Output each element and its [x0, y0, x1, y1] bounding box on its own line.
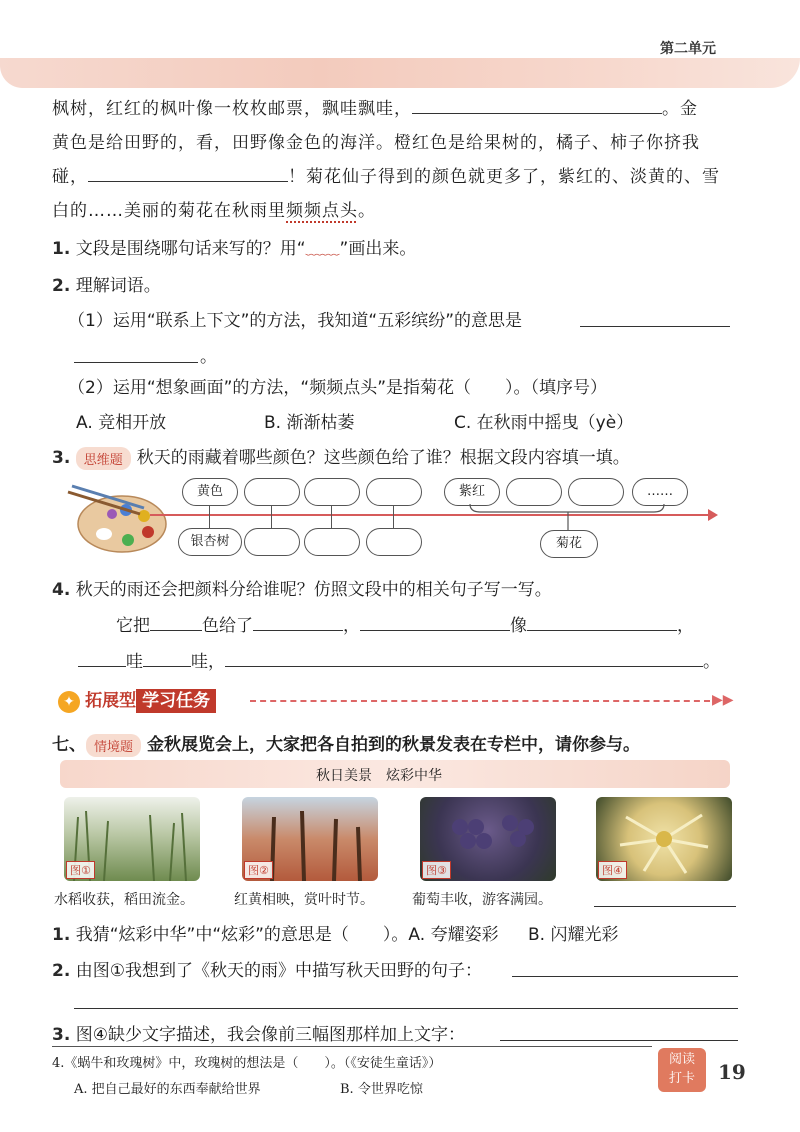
answer-blank[interactable] [360, 610, 510, 631]
section-7-question-2 [52, 956, 482, 981]
question-2-sub-1: （1）运用“联系上下文”的方法，我知道“五彩缤纷”的意思是 [68, 311, 523, 331]
lightbulb-icon: ✦ [58, 691, 80, 713]
page-number: 19 [718, 1060, 746, 1084]
question-number: 4. [52, 580, 71, 600]
answer-blank[interactable] [143, 646, 191, 667]
connector [271, 506, 272, 528]
section-7-question-1 [52, 920, 618, 945]
target-oval[interactable] [366, 528, 422, 556]
fill-text: 哇 [126, 652, 143, 672]
section-instruction: 金秋展览会上，大家把各自拍到的秋景发表在专栏中，请你参与。 [147, 735, 641, 755]
question-1 [52, 234, 416, 259]
photo-autumn-trees [242, 797, 378, 881]
fill-text: ， [677, 616, 694, 636]
photo-caption: 葡萄丰收，游客满园。 [412, 892, 552, 908]
answer-blank[interactable] [78, 646, 126, 667]
connector [331, 506, 332, 528]
photo-grapes [420, 797, 556, 881]
passage-text: 。金 [662, 99, 698, 119]
caption-answer-line[interactable] [594, 906, 736, 907]
photo-label: 图① [66, 861, 95, 879]
unit-title: 第二单元 [660, 41, 716, 57]
footer-option-a[interactable]: A. 把自己最好的东西奉献给世界 [74, 1082, 261, 1097]
answer-blank[interactable] [412, 93, 662, 114]
option-c[interactable]: C. 在秋雨中摇曳（yè） [454, 413, 634, 433]
answer-line[interactable] [512, 976, 738, 977]
target-oval: 菊花 [540, 530, 598, 558]
photo-rice-field [64, 797, 200, 881]
question-text: 理解词语。 [75, 276, 161, 296]
answer-blank[interactable] [225, 646, 703, 667]
passage-line-4 [52, 194, 742, 228]
arrow-head-icon [708, 509, 718, 521]
photo-label: 图④ [598, 861, 627, 879]
color-oval[interactable] [366, 478, 422, 506]
question-text: ”画出来。 [339, 239, 417, 259]
photo-caption: 红黄相映，赏叶时节。 [234, 892, 374, 908]
fill-text: 它把 [116, 616, 150, 636]
passage-text: ！菊花仙子得到的颜色就更多了，紫红的、淡黄的、雪 [288, 167, 720, 187]
option-b[interactable]: B. 闪耀光彩 [527, 925, 619, 945]
passage-line-3 [52, 160, 742, 194]
connector [209, 506, 210, 528]
color-oval: …… [632, 478, 688, 506]
passage-text: 。 [358, 201, 376, 221]
question-type-tag: 情境题 [86, 734, 141, 757]
answer-line[interactable] [74, 1008, 738, 1009]
answer-blank[interactable] [150, 610, 202, 631]
footer-divider [52, 1046, 652, 1047]
passage-line-1 [52, 92, 742, 126]
photo-chrysanthemum [596, 797, 732, 881]
question-number: 3. [52, 448, 71, 468]
reading-checkin-badge [658, 1048, 706, 1092]
question-text: 秋天的雨还会把颜料分给谁呢？仿照文段中的相关句子写一写。 [75, 580, 552, 600]
photo-label: 图③ [422, 861, 451, 879]
extension-title: 拓展型 [85, 691, 137, 711]
answer-line[interactable] [580, 326, 730, 327]
question-2-sub-2: （2）运用“想象画面”的方法，“频频点头”是指菊花（ ）。（填序号） [68, 378, 608, 398]
passage-line-2: 黄色是给田野的，看，田野像金色的海洋。橙红色是给果树的，橘子、柿子你挤我 [52, 133, 700, 153]
footer-question: 4.《蜗牛和玫瑰树》中，玫瑰树的想法是（ ）。（《安徒生童话》） [52, 1056, 442, 1071]
option-a[interactable]: A. 竞相开放 [76, 413, 167, 433]
fill-text: 哇， [191, 652, 225, 672]
footer-option-b[interactable]: B. 令世界吃惊 [340, 1082, 423, 1097]
color-oval[interactable] [506, 478, 562, 506]
emphasized-word: 频频点头 [286, 201, 358, 221]
palette-icon [64, 482, 168, 554]
passage-text: 枫树，红红的枫叶像一枚枚邮票，飘哇飘哇， [52, 99, 412, 119]
question-type-tag: 思维题 [76, 447, 131, 470]
color-oval: 黄色 [182, 478, 238, 506]
badge-text: 打卡 [668, 1071, 695, 1086]
connector [393, 506, 394, 528]
answer-blank[interactable] [527, 610, 677, 631]
passage-text: 碰， [52, 167, 88, 187]
section-7-header [52, 730, 640, 757]
question-4 [52, 575, 552, 600]
question-3 [52, 443, 630, 470]
question-number: 1. [52, 925, 71, 945]
target-oval[interactable] [244, 528, 300, 556]
question-text: 由图①我想到了《秋天的雨》中描写秋天田野的句子： [75, 961, 482, 981]
question-number: 2. [52, 961, 71, 981]
target-oval[interactable] [304, 528, 360, 556]
section-number: 七、 [52, 735, 86, 755]
header-band [0, 58, 800, 88]
fill-text: ， [343, 616, 360, 636]
option-b[interactable]: B. 渐渐枯萎 [264, 413, 355, 433]
extension-banner [58, 686, 216, 713]
question-4-line-2 [78, 646, 738, 672]
question-text: 图④缺少文字描述，我会像前三幅图那样加上文字： [75, 1025, 465, 1045]
question-2-sub-1-end: 。 [200, 347, 217, 367]
extension-subtitle: 学习任务 [136, 689, 216, 713]
fill-text: 。 [703, 652, 720, 672]
question-4-line-1 [116, 610, 736, 636]
photo-caption: 水稻收获，稻田流金。 [54, 892, 194, 908]
exhibit-title: 秋日美景 炫彩中华 [316, 768, 442, 784]
fill-text: 色给了 [202, 616, 253, 636]
question-text: 秋天的雨藏着哪些颜色？这些颜色给了谁？根据文段内容填一填。 [136, 448, 630, 468]
color-oval[interactable] [568, 478, 624, 506]
color-oval[interactable] [304, 478, 360, 506]
question-text: 我猜“炫彩中华”中“炫彩”的意思是（ ）。A. 夸耀姿彩 [75, 925, 499, 945]
question-number: 3. [52, 1025, 71, 1045]
target-oval: 银杏树 [178, 528, 242, 556]
color-oval[interactable] [244, 478, 300, 506]
wavy-mark: ﹏﹏ [305, 239, 340, 259]
answer-blank[interactable] [253, 610, 343, 631]
color-oval: 紫红 [444, 478, 500, 506]
question-number: 1. [52, 239, 71, 259]
passage-text: 白的……美丽的菊花在秋雨里 [52, 201, 286, 221]
answer-line[interactable] [74, 362, 198, 363]
arrow-end-icon: ▶▶ [712, 692, 734, 708]
answer-line[interactable] [500, 1040, 738, 1041]
fill-text: 像 [510, 616, 527, 636]
section-7-question-3 [52, 1020, 465, 1045]
question-2 [52, 271, 161, 296]
dashed-divider [250, 700, 710, 702]
badge-text: 阅读 [668, 1052, 695, 1067]
question-text: 文段是围绕哪句话来写的？用“ [75, 239, 306, 259]
answer-blank[interactable] [88, 161, 288, 182]
question-number: 2. [52, 276, 71, 296]
photo-label: 图② [244, 861, 273, 879]
